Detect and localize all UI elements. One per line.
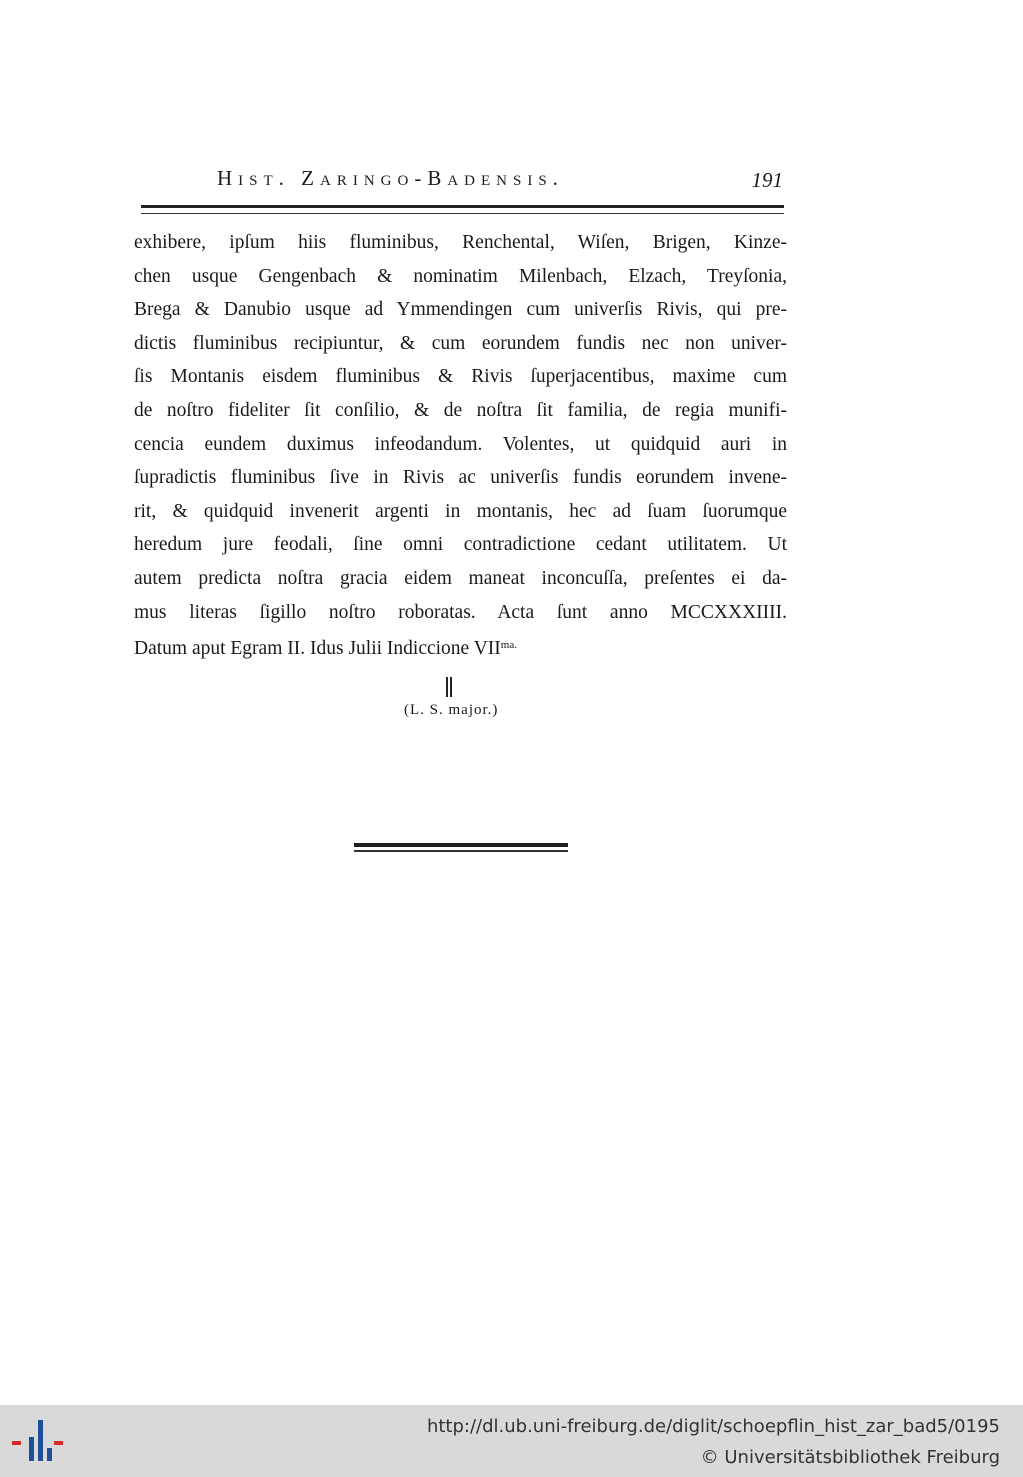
- text-line: mus literas ſigillo noſtro roboratas. Acta ſunt anno MCCXXXIIII.: [134, 601, 787, 623]
- text-line: Brega & Danubio usque ad Ymmendingen cum univerſis Rivis, qui pre-: [134, 299, 787, 321]
- ub-freiburg-logo-icon[interactable]: [12, 1420, 68, 1466]
- text-line: heredum jure feodali, ſine omni contradictione cedant utilitatem. Ut: [134, 534, 787, 556]
- footer-bar: [0, 1405, 1023, 1477]
- seal-mark: [446, 677, 452, 697]
- text-line: de noſtro fideliter ſit conſilio, & de noſtra ſit familia, de regia munifi-: [134, 399, 787, 421]
- text-line: dictis fluminibus recipiuntur, & cum eorundem fundis nec non univer-: [134, 332, 787, 354]
- header-rule-thick: [141, 205, 784, 208]
- text-line: rit, & quidquid invenerit argenti in montanis, hec ad ſuam ſuorumque: [134, 500, 787, 522]
- header-rule: [141, 205, 784, 217]
- text-line: autem predicta noſtra gracia eidem maneat inconcuſſa, preſentes ei da-: [134, 567, 787, 589]
- text-line: cencia eundem duximus infeodandum. Volentes, ut quidquid auri in: [134, 433, 787, 455]
- header-rule-thin: [141, 213, 784, 214]
- text-line: ſis Montanis eisdem fluminibus & Rivis ſuperjacentibus, maxime cum: [134, 366, 787, 388]
- text-line: exhibere, ipſum hiis fluminibus, Renchental, Wiſen, Brigen, Kinze-: [134, 232, 787, 253]
- text-line: ſupradictis fluminibus ſive in Rivis ac univerſis fundis eorundem invene-: [134, 467, 787, 489]
- page-number: 191: [751, 168, 783, 192]
- running-title: Hist. Zaringo-Badensis.: [217, 166, 564, 190]
- dating-superscript: ma.: [500, 639, 517, 652]
- running-head: [135, 166, 785, 196]
- footer-permalink[interactable]: http://dl.ub.uni-freiburg.de/diglit/schoepflin_hist_zar_bad5/0195: [426, 1416, 1000, 1437]
- text-line: chen usque Gengenbach & nominatim Milenbach, Elzach, Treyſonia,: [134, 265, 787, 287]
- body-text: [134, 226, 787, 663]
- dating-text: Datum aput Egram II. Idus Julii Indiccione VII: [134, 638, 501, 660]
- footer-copyright: © Universitätsbibliothek Freiburg: [700, 1447, 1000, 1468]
- end-rule-ornament: [354, 841, 568, 855]
- seal-note: (L. S. major.): [404, 702, 499, 718]
- text-line-dating: [134, 629, 787, 663]
